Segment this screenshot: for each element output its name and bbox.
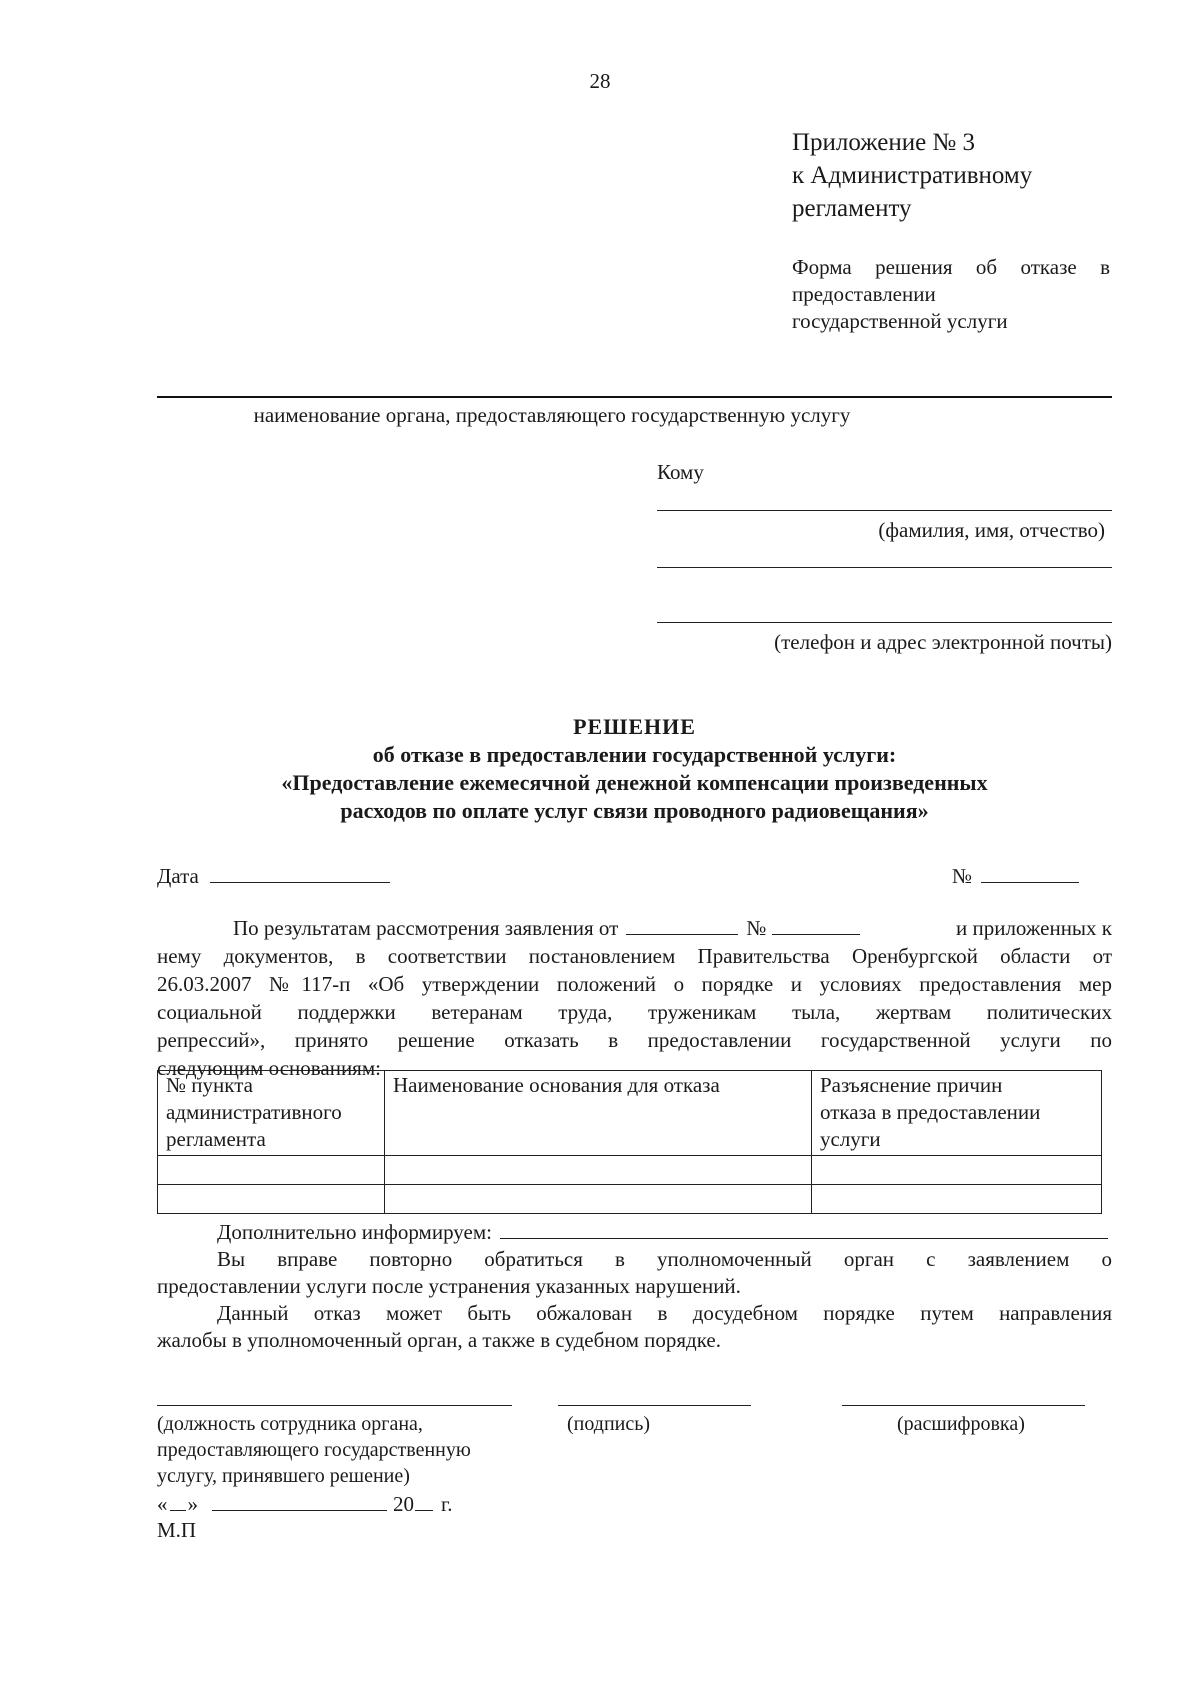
stamp-place: М.П (157, 1518, 197, 1542)
additional-info-blank (500, 1218, 1108, 1239)
body-p1-b: № (746, 916, 767, 940)
body-paragraph (157, 914, 1112, 1082)
appendix-header (792, 126, 1032, 225)
number-field (952, 862, 1079, 890)
signing-date-close-quote: » (187, 1492, 198, 1516)
decision-title: РЕШЕНИЕ (573, 714, 696, 739)
table-row (158, 1185, 1102, 1214)
signing-day-blank (170, 1490, 186, 1511)
appeal-line-1: Данный отказ может быть обжалован в досудебном порядке путем направления (217, 1301, 1112, 1325)
table-cell (158, 1185, 385, 1214)
table-cell (158, 1156, 385, 1185)
signature-caption: (подпись) (567, 1413, 651, 1435)
recipient-extra-line (657, 567, 1112, 568)
page-number: 28 (589, 69, 611, 93)
form-title-line-2: предоставлении (792, 282, 936, 306)
header-cell-explanation (812, 1071, 1102, 1156)
recipient-contacts-line (657, 622, 1112, 623)
position-caption-line-2: предоставляющего государственную (157, 1439, 471, 1461)
header-explanation-line-3: услуги (820, 1127, 881, 1151)
recipient-contacts-caption: (телефон и адрес электронной почты) (774, 630, 1112, 654)
position-line (157, 1405, 512, 1406)
position-caption-line-1: (должность сотрудника органа, (157, 1413, 423, 1435)
body-p1-c: и приложенных к (955, 916, 1112, 940)
header-cell-clause (158, 1071, 385, 1156)
body-line-4: социальной поддержки ветеранам труда, труженикам тыла, жертвам политических (157, 1000, 1112, 1024)
header-explanation-line-2: отказа в предоставлении (820, 1100, 1041, 1124)
repeat-request-line-2: предоставлении услуги после устранения указанных нарушений. (157, 1274, 741, 1298)
additional-info-line (157, 1218, 1112, 1246)
recipient-name-line (657, 510, 1112, 511)
table-cell (812, 1156, 1102, 1185)
position-caption (157, 1411, 471, 1489)
appeal-line-2: жалобы в уполномоченный орган, а также в судебном порядке. (157, 1328, 721, 1352)
signing-year-prefix: 20 (393, 1492, 414, 1516)
form-title-line-3: государственной услуги (792, 309, 1008, 333)
date-label: Дата (157, 864, 199, 888)
decision-line-2: «Предоставление ежемесячной денежной компенсации произведенных (281, 770, 988, 795)
table-cell (385, 1185, 812, 1214)
signature-line (558, 1405, 751, 1406)
table-row (158, 1156, 1102, 1185)
authority-line (157, 396, 1112, 398)
body-line-5: репрессий», принято решение отказать в предоставлении государственной услуги по (157, 1028, 1112, 1052)
number-label: № (952, 864, 973, 888)
form-title-line-1: Форма решения об отказе в (792, 255, 1110, 279)
date-blank (210, 862, 390, 883)
decision-line-3: расходов по оплате услуг связи проводного радиовещания» (340, 798, 929, 823)
application-date-blank (626, 914, 738, 935)
additional-info-label: Дополнительно информируем: (217, 1220, 492, 1244)
decode-caption: (расшифровка) (897, 1413, 1025, 1435)
decode-line (842, 1405, 1085, 1406)
recipient-name-caption: (фамилия, имя, отчество) (878, 518, 1105, 542)
recipient-to-label: Кому (657, 460, 704, 484)
table-header-row (158, 1071, 1102, 1156)
header-clause-line-3: регламента (166, 1127, 266, 1151)
decision-heading (157, 713, 1112, 825)
position-caption-line-3: услугу, принявшего решение) (157, 1465, 410, 1487)
refusal-reasons-table (157, 1070, 1102, 1214)
appendix-line-2: к Административному (792, 162, 1033, 189)
header-clause-line-2: административного (166, 1100, 342, 1124)
signing-year-blank (415, 1490, 433, 1511)
form-title (792, 254, 1110, 335)
decision-line-1: об отказе в предоставлении государственной услуги: (372, 742, 897, 767)
table-cell (812, 1185, 1102, 1214)
header-reason-line-1: Наименование основания для отказа (393, 1073, 720, 1097)
authority-caption: наименование органа, предоставляющего государственную услугу (253, 403, 851, 427)
header-clause-line-1: № пункта (166, 1073, 253, 1097)
table-cell (385, 1156, 812, 1185)
number-blank (981, 862, 1079, 883)
repeat-request-line-1: Вы вправе повторно обратиться в уполномоченный орган с заявлением о (217, 1247, 1112, 1271)
signing-date (157, 1490, 453, 1518)
body-line-3: 26.03.2007 №117-п «Об утверждении положений о порядке и условиях предоставления мер (157, 972, 1112, 996)
body-line-2: нему документов, в соответствии постановлением Правительства Оренбургской области от (157, 944, 1112, 968)
signing-date-open-quote: « (157, 1492, 168, 1516)
body-p1-a: По результатам рассмотрения заявления от (233, 916, 619, 940)
date-field (157, 862, 390, 890)
header-explanation-line-1: Разъяснение причин (820, 1073, 1003, 1097)
appendix-line-1: Приложение № 3 (792, 129, 976, 156)
appendix-line-3: регламенту (792, 195, 912, 222)
signing-year-suffix: г. (441, 1492, 453, 1516)
signing-month-blank (212, 1490, 387, 1511)
application-number-blank (772, 914, 860, 935)
body-line-6: следующим основаниям: (157, 1056, 381, 1080)
additional-info-block (157, 1218, 1112, 1354)
body-line-1 (157, 914, 1112, 942)
header-cell-reason (385, 1071, 812, 1156)
